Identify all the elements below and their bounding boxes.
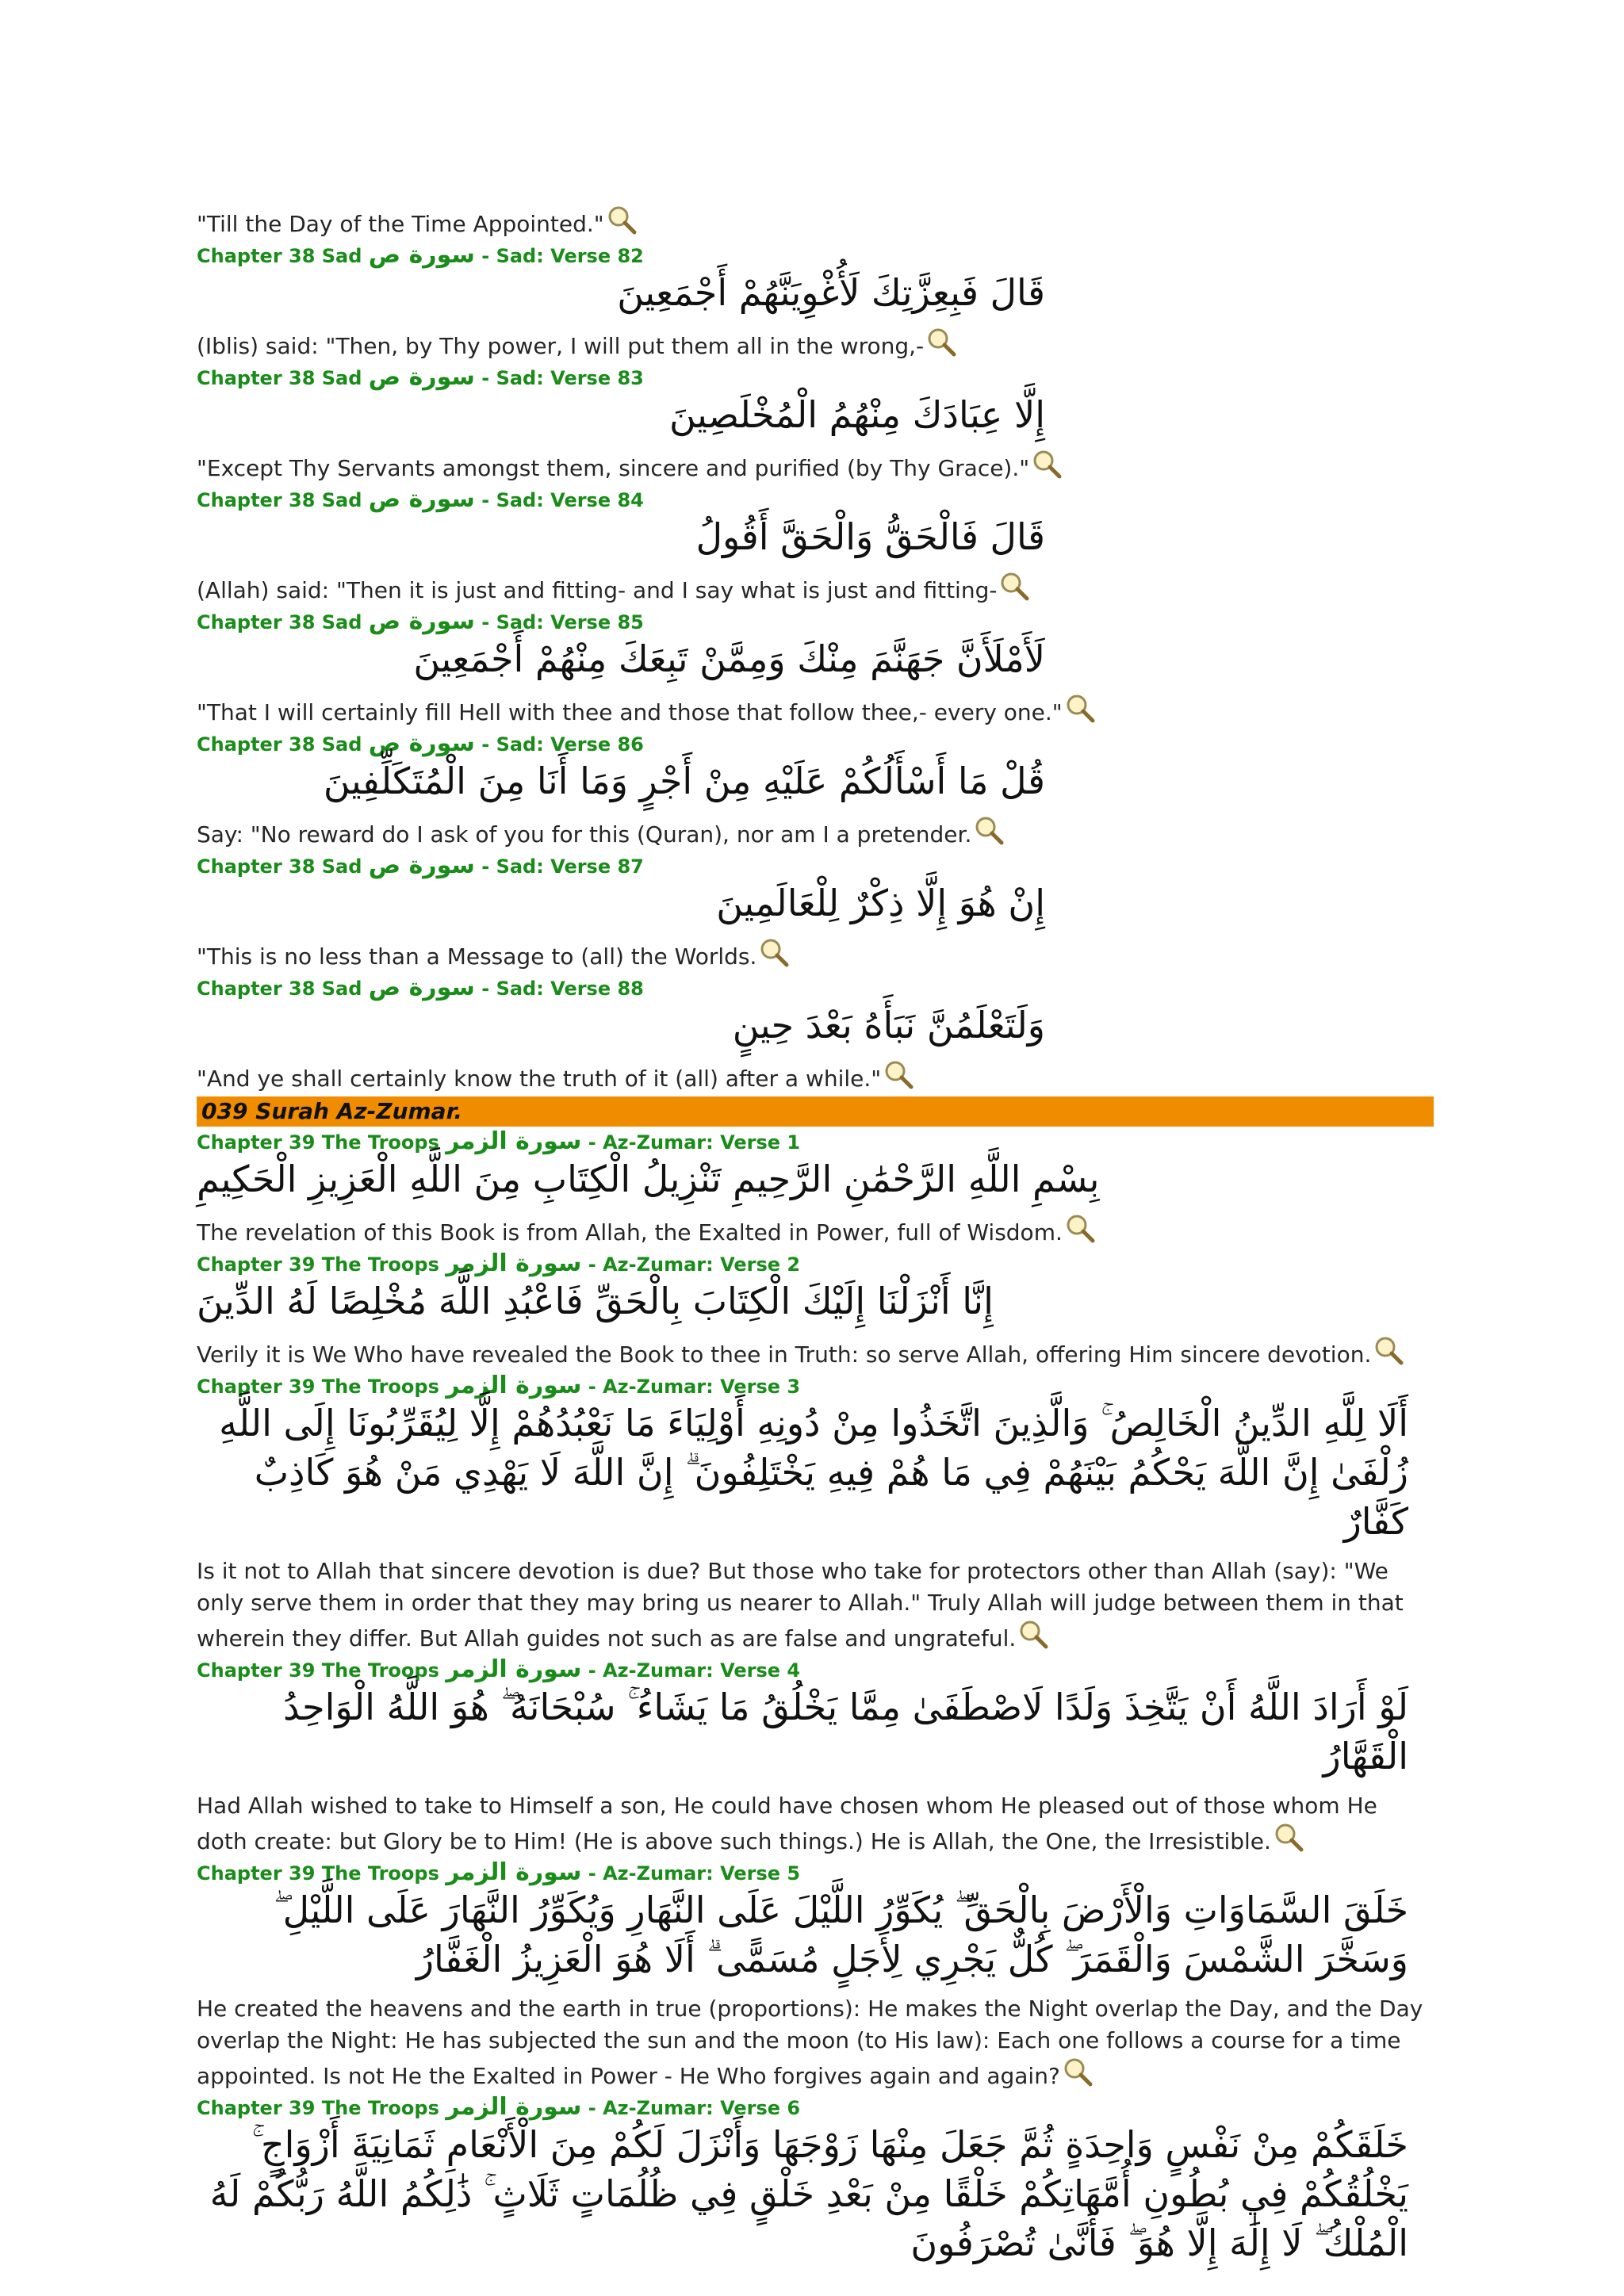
verse-heading: Chapter 38 Sad سورة ص - Sad: Verse 88 [197, 974, 644, 1001]
surah-title-bar: 039 Surah Az-Zumar. [197, 1096, 1434, 1127]
arabic-verse: قَالَ فَبِعِزَّتِكَ لَأُغْوِيَنَّهُمْ أَجْمَعِينَ [617, 271, 1045, 314]
magnifier-icon[interactable] [1064, 693, 1096, 725]
verse-heading: Chapter 39 The Troops سورة الزمر - Az-Zumar: Verse 1 [197, 1127, 801, 1155]
verse-translation: Had Allah wished to take to Himself a son, He could have chosen whom He pleased out of those whom He doth create: but Glory be to Him! (He is above such things.) He is Allah, the One, the Irresistible. [197, 1793, 1377, 1854]
arabic-verse: خَلَقَ السَّمَاوَاتِ وَالْأَرْضَ بِالْحَقِّ ۖ يُكَوِّرُ اللَّيْلَ عَلَى النَّهَارِ وَيُكَوِّرُ النَّهَارَ عَلَى اللَّيْلِ ۖ وَسَخَّرَ الشَّمْسَ وَالْقَمَرَ ۖ كُلٌّ يَجْرِي لِأَجَلٍ مُسَمًّى ۗ أَلَا هُوَ الْعَزِيزُ الْغَفَّارُ [274, 1888, 1408, 1980]
verse-heading: Chapter 39 The Troops سورة الزمر - Az-Zumar: Verse 3 [197, 1372, 801, 1399]
magnifier-icon[interactable] [998, 571, 1030, 603]
verse-translation: The revelation of this Book is from Allah, the Exalted in Power, full of Wisdom. [197, 1213, 1434, 1249]
arabic-verse: إِنْ هُوَ إِلَّا ذِكْرٌ لِلْعَالَمِينَ [716, 882, 1045, 924]
arabic-verse: لَأَمْلَأَنَّ جَهَنَّمَ مِنْكَ وَمِمَّنْ تَبِعَكَ مِنْهُمْ أَجْمَعِينَ [413, 637, 1045, 680]
verse-heading: Chapter 38 Sad سورة ص - Sad: Verse 85 [197, 607, 644, 635]
verse-translation: "And ye shall certainly know the truth of it (all) after a while." [197, 1059, 1434, 1095]
verse-translation: "Till the Day of the Time Appointed." [197, 205, 1434, 240]
verse-translation: "This is no less than a Message to (all) the Worlds. [197, 937, 1434, 973]
magnifier-icon[interactable] [1031, 449, 1063, 480]
magnifier-icon[interactable] [1017, 1619, 1049, 1651]
arabic-verse: خَلَقَكُمْ مِنْ نَفْسٍ وَاحِدَةٍ ثُمَّ جَعَلَ مِنْهَا زَوْجَهَا وَأَنْزَلَ لَكُمْ مِنَ الْأَنْعَامِ ثَمَانِيَةَ أَزْوَاجٍ ۚ يَخْلُقُكُمْ فِي بُطُونِ أُمَّهَاتِكُمْ خَلْقًا مِنْ بَعْدِ خَلْقٍ فِي ظُلُمَاتٍ ثَلَاثٍ ۚ ذَٰلِكُمُ اللَّهُ رَبُّكُمْ لَهُ الْمُلْكُ ۖ لَا إِلَٰهَ إِلَّا هُوَ ۖ فَأَنَّىٰ تُصْرَفُونَ [209, 2123, 1408, 2264]
verse-heading: Chapter 38 Sad سورة ص - Sad: Verse 82 [197, 241, 644, 269]
arabic-verse: إِنَّا أَنْزَلْنَا إِلَيْكَ الْكِتَابَ بِالْحَقِّ فَاعْبُدِ اللَّهَ مُخْلِصًا لَهُ الدِّينَ [197, 1280, 994, 1322]
verse-translation: Is it not to Allah that sincere devotion is due? But those who take for protectors other than Allah (say): "We only serve them in order that they may bring us nearer to Allah." Truly Allah will judge between them in that wherein they differ. But Allah guides not such as are false and ungrateful. [197, 1558, 1404, 1651]
magnifier-icon[interactable] [606, 205, 638, 236]
verse-heading: Chapter 39 The Troops سورة الزمر - Az-Zumar: Verse 5 [197, 1858, 801, 1886]
magnifier-icon[interactable] [973, 815, 1005, 847]
verse-translation: (Iblis) said: "Then, by Thy power, I will put them all in the wrong,- [197, 327, 1434, 362]
magnifier-icon[interactable] [1064, 1213, 1096, 1245]
verse-translation: (Allah) said: "Then it is just and fitting- and I say what is just and fitting- [197, 571, 1434, 607]
verse-heading: Chapter 38 Sad سورة ص - Sad: Verse 87 [197, 851, 644, 879]
verse-heading: Chapter 39 The Troops سورة الزمر - Az-Zumar: Verse 4 [197, 1655, 801, 1683]
arabic-verse: قَالَ فَالْحَقُّ وَالْحَقَّ أَقُولُ [695, 515, 1045, 558]
magnifier-icon[interactable] [1373, 1335, 1404, 1367]
arabic-verse: أَلَا لِلَّهِ الدِّينُ الْخَالِصُ ۚ وَالَّذِينَ اتَّخَذُوا مِنْ دُونِهِ أَوْلِيَاءَ مَا نَعْبُدُهُمْ إِلَّا لِيُقَرِّبُونَا إِلَى اللَّهِ زُلْفَىٰ إِنَّ اللَّهَ يَحْكُمُ بَيْنَهُمْ فِي مَا هُمْ فِيهِ يَخْتَلِفُونَ ۗ إِنَّ اللَّهَ لَا يَهْدِي مَنْ هُوَ كَاذِبٌ كَفَّارٌ [219, 1402, 1408, 1543]
verse-heading: Chapter 39 The Troops سورة الزمر - Az-Zumar: Verse 6 [197, 2093, 801, 2121]
magnifier-icon[interactable] [925, 327, 957, 358]
page-content [197, 205, 1434, 2277]
arabic-verse: بِسْمِ اللَّهِ الرَّحْمَٰنِ الرَّحِيمِ تَنْزِيلُ الْكِتَابِ مِنَ اللَّهِ الْعَزِيزِ الْحَكِيمِ [197, 1158, 1100, 1200]
verse-heading: Chapter 38 Sad سورة ص - Sad: Verse 84 [197, 485, 644, 513]
verse-heading: Chapter 38 Sad سورة ص - Sad: Verse 83 [197, 363, 644, 391]
verse-translation: "That I will certainly fill Hell with thee and those that follow thee,- every one." [197, 693, 1434, 729]
magnifier-icon[interactable] [758, 937, 790, 969]
magnifier-icon[interactable] [1273, 1822, 1304, 1854]
arabic-verse: قُلْ مَا أَسْأَلُكُمْ عَلَيْهِ مِنْ أَجْرٍ وَمَا أَنَا مِنَ الْمُتَكَلِّفِينَ [323, 760, 1045, 802]
magnifier-icon[interactable] [883, 1059, 914, 1091]
verse-translation: Say: "No reward do I ask of you for this (Quran), nor am I a pretender. [197, 815, 1434, 851]
verse-translation: "Except Thy Servants amongst them, sincere and purified (by Thy Grace)." [197, 449, 1434, 484]
arabic-verse: وَلَتَعْلَمُنَّ نَبَأَهُ بَعْدَ حِينٍ [732, 1004, 1045, 1047]
magnifier-icon[interactable] [1062, 2057, 1094, 2088]
verse-heading: Chapter 38 Sad سورة ص - Sad: Verse 86 [197, 729, 644, 757]
arabic-verse: إِلَّا عِبَادَكَ مِنْهُمُ الْمُخْلَصِينَ [668, 393, 1045, 436]
verse-heading: Chapter 39 The Troops سورة الزمر - Az-Zumar: Verse 2 [197, 1249, 801, 1277]
verse-translation: Verily it is We Who have revealed the Book to thee in Truth: so serve Allah, offering Him sincere devotion. [197, 1335, 1434, 1371]
verse-translation: He created the heavens and the earth in true (proportions): He makes the Night overlap the Day, and the Day overlap the Night: He has subjected the sun and the moon (to His law): Each one follows a course for a time appointed. Is not He the Exalted in Power - He Who forgives again and again? [197, 1996, 1423, 2089]
arabic-verse: لَوْ أَرَادَ اللَّهُ أَنْ يَتَّخِذَ وَلَدًا لَاصْطَفَىٰ مِمَّا يَخْلُقُ مَا يَشَاءُ ۚ سُبْحَانَهُ ۖ هُوَ اللَّهُ الْوَاحِدُ الْقَهَّارُ [282, 1686, 1408, 1777]
